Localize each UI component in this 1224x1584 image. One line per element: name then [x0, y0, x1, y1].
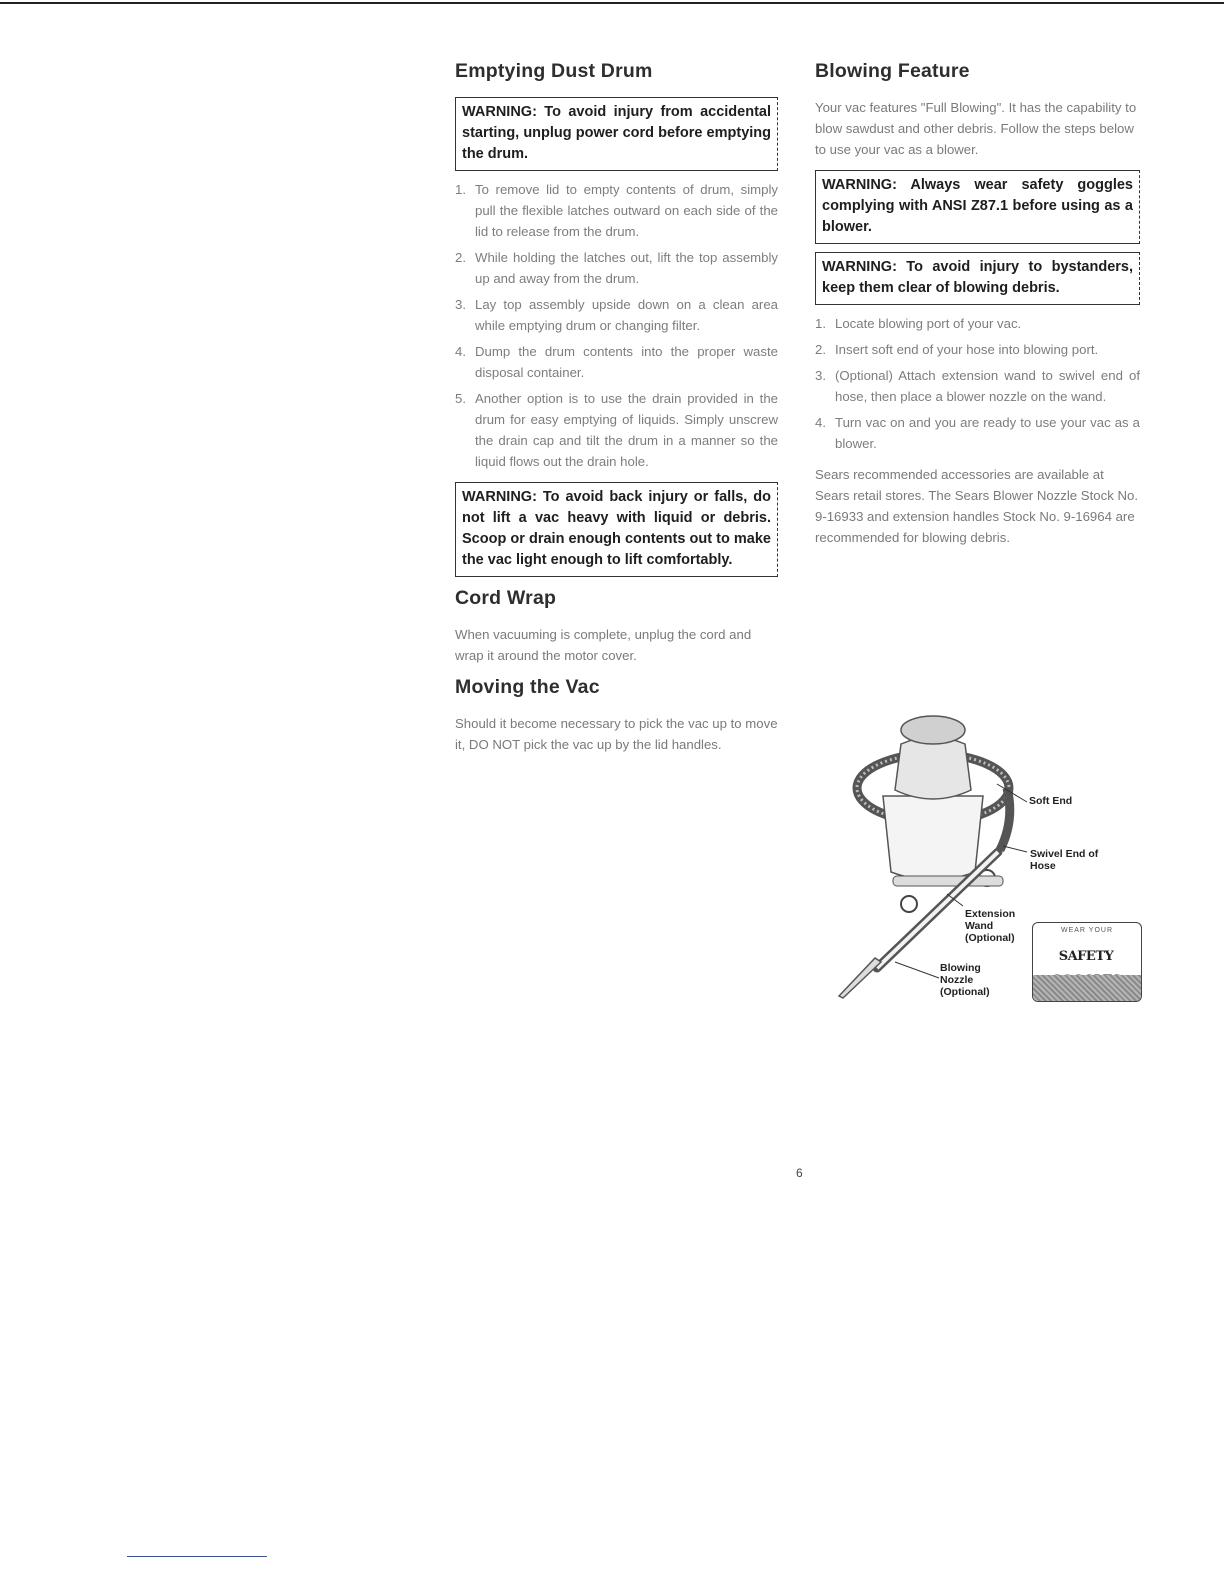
swivel-end-label: Swivel End of Hose — [1030, 848, 1099, 872]
goggles-warning: WARNING: Always wear safety goggles complying with ANSI Z87.1 before using as a blower. — [815, 170, 1140, 244]
soft-end-label: Soft End — [1029, 795, 1073, 807]
cord-wrap-heading: Cord Wrap — [455, 587, 557, 609]
emptying-heading: Emptying Dust Drum — [455, 60, 653, 82]
list-item: 3. (Optional) Attach extension wand to swivel end of hose, then place a blower nozzle on the wand. — [815, 368, 1140, 404]
top-rule — [0, 2, 1224, 4]
emptying-steps — [455, 179, 778, 472]
bottom-link-line — [127, 1556, 267, 1557]
motor-cover — [895, 737, 971, 799]
motor-top — [901, 716, 965, 744]
goggles-main-text: SAFETY — [1058, 949, 1114, 964]
list-item: 2. While holding the latches out, lift the top assembly up and away from the drum. — [455, 250, 778, 286]
caster-left — [901, 896, 917, 912]
blowing-steps — [815, 313, 1140, 454]
list-item: 1. To remove lid to empty contents of drum, simply pull the flexible latches outward on each side of the lid to release from the drum. — [455, 182, 778, 239]
blowing-nozzle-label: Blowing Nozzle (Optional) — [940, 962, 990, 998]
moving-heading: Moving the Vac — [455, 676, 600, 698]
list-item: 4. Turn vac on and you are ready to use your vac as a blower. — [815, 415, 1140, 451]
list-item: 4. Dump the drum contents into the proper waste disposal container. — [455, 344, 778, 380]
safety-goggles-badge — [1032, 922, 1142, 1002]
goggles-band — [1033, 975, 1141, 1001]
page-number: 6 — [796, 1166, 803, 1180]
back-injury-warning: WARNING: To avoid back injury or falls, do not lift a vac heavy with liquid or debris. Scoop or drain enough contents out to make the vac light enough to lift comfortably. — [455, 482, 778, 577]
emptying-warning: WARNING: To avoid injury from accidental starting, unplug power cord before emptying the drum. — [455, 97, 778, 171]
right-column — [815, 60, 1140, 558]
blowing-heading: Blowing Feature — [815, 60, 970, 82]
drum-body — [883, 796, 983, 880]
bystanders-warning: WARNING: To avoid injury to bystanders, keep them clear of blowing debris. — [815, 252, 1140, 305]
goggles-top-text: WEAR YOUR — [1060, 927, 1114, 934]
list-item: 2. Insert soft end of your hose into blowing port. — [815, 342, 1099, 357]
list-item: 1. Locate blowing port of your vac. — [815, 316, 1022, 331]
moving-text: Should it become necessary to pick the vac up to move it, DO NOT pick the vac up by the lid handles. — [455, 716, 778, 752]
blowing-nozzle — [839, 958, 881, 998]
leader-blowing-nozzle — [895, 962, 939, 978]
extension-wand-label: Extension Wand (Optional) — [965, 908, 1016, 944]
cord-wrap-text: When vacuuming is complete, unplug the cord and wrap it around the motor cover. — [455, 627, 752, 663]
list-item: 3. Lay top assembly upside down on a clean area while emptying drum or changing filter. — [455, 297, 778, 333]
accessories-text: Sears recommended accessories are available at Sears retail stores. The Sears Blower Nozzle Stock No. 9-16933 and extension handles Stock No. 9-16964 are recommended for blowing debris. — [815, 467, 1138, 545]
caster-base — [893, 876, 1003, 886]
blowing-intro: Your vac features "Full Blowing". It has the capability to blow sawdust and other debris. Follow the steps below to use your vac as a blower. — [815, 100, 1137, 157]
list-item: 5. Another option is to use the drain provided in the drum for easy emptying of liquids. Simply unscrew the drain cap and tilt the drum in a manner so the liquid flows out the drain hole. — [455, 391, 778, 469]
leader-swivel-end — [1003, 846, 1027, 852]
left-column — [455, 60, 778, 765]
